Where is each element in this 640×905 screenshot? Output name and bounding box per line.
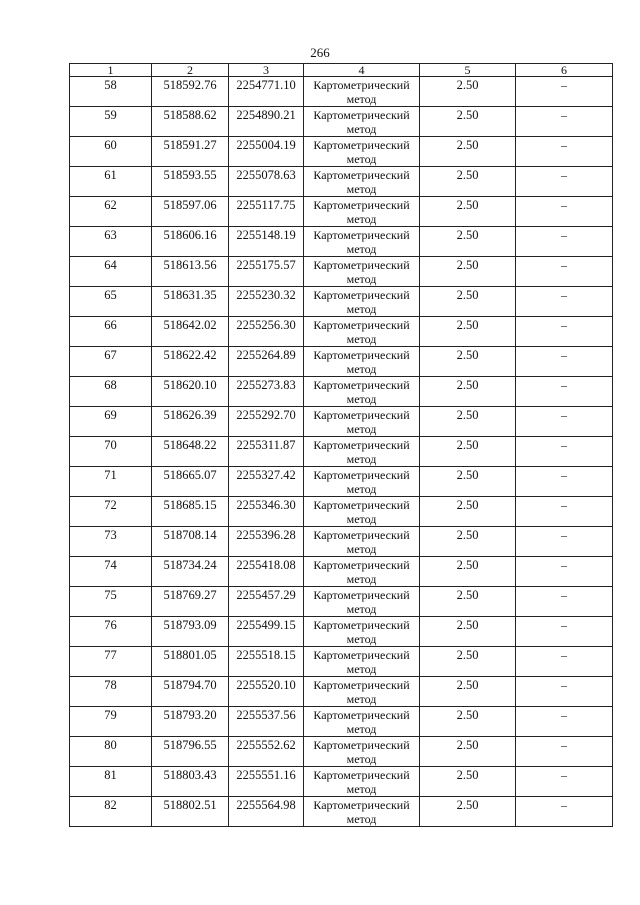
method-cell: Картометрический метод (304, 437, 420, 467)
x-coordinate-cell: 518626.39 (152, 407, 229, 437)
x-coordinate-cell: 518801.05 (152, 647, 229, 677)
table-row (70, 707, 613, 737)
method-cell: Картометрический метод (304, 647, 420, 677)
flag-cell: – (516, 617, 613, 647)
table-row (70, 437, 613, 467)
x-coordinate-cell: 518631.35 (152, 287, 229, 317)
x-coordinate-cell: 518648.22 (152, 437, 229, 467)
table-row (70, 107, 613, 137)
column-header: 1 (70, 64, 152, 77)
flag-cell: – (516, 527, 613, 557)
method-cell: Картометрический метод (304, 167, 420, 197)
point-number-cell: 58 (70, 77, 152, 107)
flag-cell: – (516, 707, 613, 737)
accuracy-cell: 2.50 (420, 197, 516, 227)
table-row (70, 347, 613, 377)
flag-cell: – (516, 197, 613, 227)
y-coordinate-cell: 2255537.56 (229, 707, 304, 737)
method-cell: Картометрический метод (304, 197, 420, 227)
method-cell: Картометрический метод (304, 107, 420, 137)
point-number-cell: 80 (70, 737, 152, 767)
flag-cell: – (516, 317, 613, 347)
table-row (70, 317, 613, 347)
table-row (70, 377, 613, 407)
column-header: 2 (152, 64, 229, 77)
point-number-cell: 72 (70, 497, 152, 527)
y-coordinate-cell: 2255564.98 (229, 797, 304, 827)
page-number: 266 (310, 45, 330, 60)
y-coordinate-cell: 2255004.19 (229, 137, 304, 167)
x-coordinate-cell: 518597.06 (152, 197, 229, 227)
method-cell: Картометрический метод (304, 347, 420, 377)
table-row (70, 77, 613, 107)
method-cell: Картометрический метод (304, 677, 420, 707)
flag-cell: – (516, 437, 613, 467)
flag-cell: – (516, 497, 613, 527)
table-row (70, 557, 613, 587)
accuracy-cell: 2.50 (420, 767, 516, 797)
column-header: 5 (420, 64, 516, 77)
method-cell: Картометрический метод (304, 287, 420, 317)
table-row (70, 227, 613, 257)
point-number-cell: 77 (70, 647, 152, 677)
accuracy-cell: 2.50 (420, 347, 516, 377)
point-number-cell: 61 (70, 167, 152, 197)
point-number-cell: 66 (70, 317, 152, 347)
y-coordinate-cell: 2255175.57 (229, 257, 304, 287)
method-cell: Картометрический метод (304, 617, 420, 647)
flag-cell: – (516, 797, 613, 827)
point-number-cell: 60 (70, 137, 152, 167)
point-number-cell: 67 (70, 347, 152, 377)
y-coordinate-cell: 2255418.08 (229, 557, 304, 587)
flag-cell: – (516, 767, 613, 797)
method-cell: Картометрический метод (304, 497, 420, 527)
method-cell: Картометрический метод (304, 407, 420, 437)
flag-cell: – (516, 467, 613, 497)
y-coordinate-cell: 2255396.28 (229, 527, 304, 557)
table-row (70, 287, 613, 317)
flag-cell: – (516, 287, 613, 317)
flag-cell: – (516, 137, 613, 167)
accuracy-cell: 2.50 (420, 557, 516, 587)
flag-cell: – (516, 167, 613, 197)
table-row (70, 737, 613, 767)
method-cell: Картометрический метод (304, 467, 420, 497)
table-row (70, 467, 613, 497)
table-body (70, 77, 613, 827)
table-row (70, 257, 613, 287)
column-header: 4 (304, 64, 420, 77)
method-cell: Картометрический метод (304, 797, 420, 827)
y-coordinate-cell: 2255346.30 (229, 497, 304, 527)
y-coordinate-cell: 2255264.89 (229, 347, 304, 377)
y-coordinate-cell: 2255292.70 (229, 407, 304, 437)
point-number-cell: 74 (70, 557, 152, 587)
table-row (70, 407, 613, 437)
method-cell: Картометрический метод (304, 257, 420, 287)
y-coordinate-cell: 2255518.15 (229, 647, 304, 677)
x-coordinate-cell: 518606.16 (152, 227, 229, 257)
x-coordinate-cell: 518793.09 (152, 617, 229, 647)
y-coordinate-cell: 2254771.10 (229, 77, 304, 107)
x-coordinate-cell: 518769.27 (152, 587, 229, 617)
accuracy-cell: 2.50 (420, 257, 516, 287)
flag-cell: – (516, 737, 613, 767)
method-cell: Картометрический метод (304, 227, 420, 257)
table-row (70, 617, 613, 647)
accuracy-cell: 2.50 (420, 707, 516, 737)
point-number-cell: 81 (70, 767, 152, 797)
flag-cell: – (516, 677, 613, 707)
accuracy-cell: 2.50 (420, 467, 516, 497)
table-row (70, 197, 613, 227)
accuracy-cell: 2.50 (420, 407, 516, 437)
accuracy-cell: 2.50 (420, 617, 516, 647)
x-coordinate-cell: 518613.56 (152, 257, 229, 287)
y-coordinate-cell: 2255327.42 (229, 467, 304, 497)
y-coordinate-cell: 2255117.75 (229, 197, 304, 227)
x-coordinate-cell: 518622.42 (152, 347, 229, 377)
x-coordinate-cell: 518796.55 (152, 737, 229, 767)
flag-cell: – (516, 257, 613, 287)
point-number-cell: 76 (70, 617, 152, 647)
point-number-cell: 68 (70, 377, 152, 407)
method-cell: Картометрический метод (304, 587, 420, 617)
point-number-cell: 73 (70, 527, 152, 557)
x-coordinate-cell: 518642.02 (152, 317, 229, 347)
accuracy-cell: 2.50 (420, 587, 516, 617)
accuracy-cell: 2.50 (420, 77, 516, 107)
point-number-cell: 79 (70, 707, 152, 737)
point-number-cell: 71 (70, 467, 152, 497)
x-coordinate-cell: 518591.27 (152, 137, 229, 167)
method-cell: Картометрический метод (304, 377, 420, 407)
method-cell: Картометрический метод (304, 527, 420, 557)
y-coordinate-cell: 2255230.32 (229, 287, 304, 317)
coordinates-table (69, 63, 613, 827)
x-coordinate-cell: 518620.10 (152, 377, 229, 407)
point-number-cell: 64 (70, 257, 152, 287)
x-coordinate-cell: 518794.70 (152, 677, 229, 707)
accuracy-cell: 2.50 (420, 317, 516, 347)
flag-cell: – (516, 557, 613, 587)
accuracy-cell: 2.50 (420, 437, 516, 467)
table-row (70, 647, 613, 677)
point-number-cell: 65 (70, 287, 152, 317)
y-coordinate-cell: 2255078.63 (229, 167, 304, 197)
table-row (70, 797, 613, 827)
table-row (70, 137, 613, 167)
y-coordinate-cell: 2255552.62 (229, 737, 304, 767)
y-coordinate-cell: 2255273.83 (229, 377, 304, 407)
method-cell: Картометрический метод (304, 317, 420, 347)
x-coordinate-cell: 518793.20 (152, 707, 229, 737)
method-cell: Картометрический метод (304, 137, 420, 167)
point-number-cell: 75 (70, 587, 152, 617)
method-cell: Картометрический метод (304, 707, 420, 737)
x-coordinate-cell: 518593.55 (152, 167, 229, 197)
column-header: 6 (516, 64, 613, 77)
x-coordinate-cell: 518734.24 (152, 557, 229, 587)
table-row (70, 767, 613, 797)
y-coordinate-cell: 2255457.29 (229, 587, 304, 617)
method-cell: Картометрический метод (304, 737, 420, 767)
flag-cell: – (516, 227, 613, 257)
point-number-cell: 78 (70, 677, 152, 707)
method-cell: Картометрический метод (304, 77, 420, 107)
point-number-cell: 62 (70, 197, 152, 227)
flag-cell: – (516, 347, 613, 377)
point-number-cell: 82 (70, 797, 152, 827)
accuracy-cell: 2.50 (420, 527, 516, 557)
flag-cell: – (516, 377, 613, 407)
accuracy-cell: 2.50 (420, 107, 516, 137)
accuracy-cell: 2.50 (420, 227, 516, 257)
x-coordinate-cell: 518592.76 (152, 77, 229, 107)
accuracy-cell: 2.50 (420, 647, 516, 677)
accuracy-cell: 2.50 (420, 737, 516, 767)
y-coordinate-cell: 2255499.15 (229, 617, 304, 647)
method-cell: Картометрический метод (304, 557, 420, 587)
accuracy-cell: 2.50 (420, 287, 516, 317)
method-cell: Картометрический метод (304, 767, 420, 797)
header-row (70, 64, 613, 77)
y-coordinate-cell: 2255311.87 (229, 437, 304, 467)
y-coordinate-cell: 2255148.19 (229, 227, 304, 257)
x-coordinate-cell: 518803.43 (152, 767, 229, 797)
x-coordinate-cell: 518588.62 (152, 107, 229, 137)
flag-cell: – (516, 107, 613, 137)
accuracy-cell: 2.50 (420, 677, 516, 707)
table-row (70, 167, 613, 197)
column-header: 3 (229, 64, 304, 77)
accuracy-cell: 2.50 (420, 167, 516, 197)
y-coordinate-cell: 2255551.16 (229, 767, 304, 797)
x-coordinate-cell: 518708.14 (152, 527, 229, 557)
point-number-cell: 59 (70, 107, 152, 137)
flag-cell: – (516, 587, 613, 617)
point-number-cell: 63 (70, 227, 152, 257)
table-row (70, 587, 613, 617)
accuracy-cell: 2.50 (420, 797, 516, 827)
x-coordinate-cell: 518685.15 (152, 497, 229, 527)
y-coordinate-cell: 2254890.21 (229, 107, 304, 137)
x-coordinate-cell: 518665.07 (152, 467, 229, 497)
table-row (70, 527, 613, 557)
table-row (70, 497, 613, 527)
point-number-cell: 70 (70, 437, 152, 467)
point-number-cell: 69 (70, 407, 152, 437)
accuracy-cell: 2.50 (420, 137, 516, 167)
accuracy-cell: 2.50 (420, 377, 516, 407)
flag-cell: – (516, 77, 613, 107)
flag-cell: – (516, 647, 613, 677)
table-row (70, 677, 613, 707)
y-coordinate-cell: 2255520.10 (229, 677, 304, 707)
flag-cell: – (516, 407, 613, 437)
accuracy-cell: 2.50 (420, 497, 516, 527)
x-coordinate-cell: 518802.51 (152, 797, 229, 827)
y-coordinate-cell: 2255256.30 (229, 317, 304, 347)
